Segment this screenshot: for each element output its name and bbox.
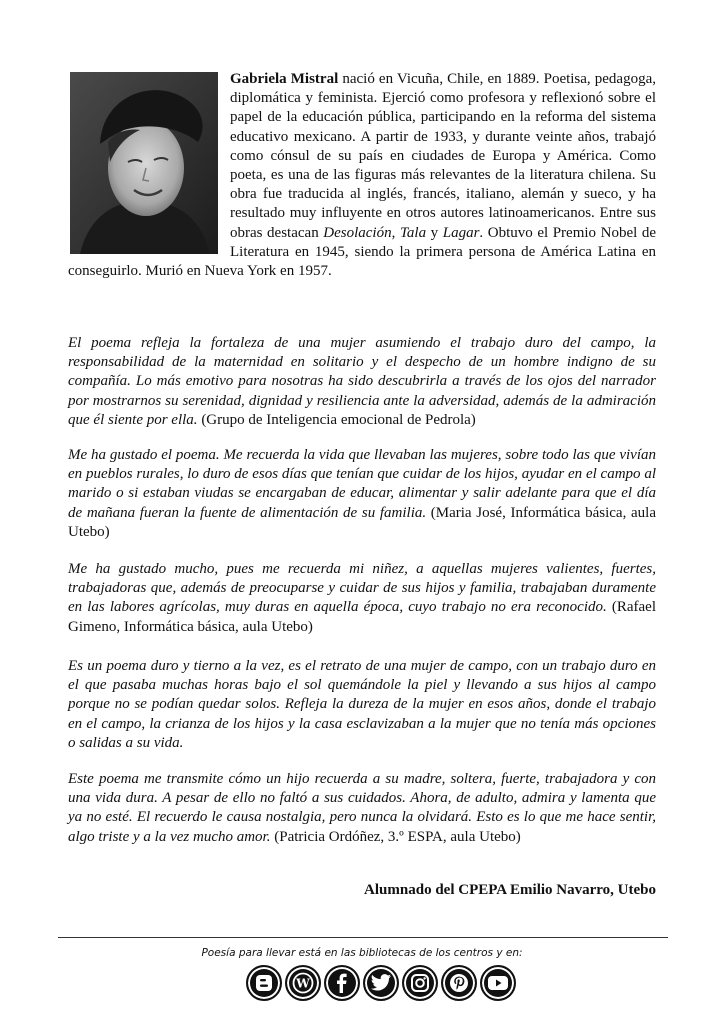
- footer-text: Poesía para llevar está en las bibliotecas de los centros y en:: [201, 947, 523, 959]
- comment-1: [68, 334, 656, 430]
- facebook-icon[interactable]: [324, 965, 360, 1001]
- comment-text: Me ha gustado mucho, pues me recuerda mi niñez, a aquellas mujeres valientes, fuertes, trabajadoras que, además de preocuparse y cuidar de sus hijos y familia, trabajaban duramente en las labores agrícolas, muy duras en aquella época, cuyo trabajo no era reconocido.: [68, 561, 656, 616]
- twitter-icon[interactable]: [363, 965, 399, 1001]
- blogger-icon[interactable]: [246, 965, 282, 1001]
- work-title: Desolación: [323, 224, 392, 241]
- comment-4: [68, 657, 656, 753]
- instagram-icon[interactable]: [402, 965, 438, 1001]
- separator: ,: [391, 224, 400, 241]
- author-name: Gabriela Mistral: [230, 71, 339, 87]
- footer-divider: [58, 937, 668, 938]
- comment-author: (Maria José, Informática básica, aula Utebo): [68, 504, 656, 540]
- comment-text: Es un poema duro y tierno a la vez, es el retrato de una mujer de campo, con un trabajo duro en el que pasaba muchas horas bajo el sol quemándole la piel y llevando a sus hijos al campo porque no se podían quedar solos. Refleja la dureza de la mujer en esos años, donde el trabajo en el campo, la crianza de los hijos y la casa esclavizaban a la mujer que no tenía más opciones o salidas a su vida.: [68, 658, 656, 751]
- wordpress-icon[interactable]: [285, 965, 321, 1001]
- comment-text: Me ha gustado el poema. Me recuerda la vida que llevaban las mujeres, sobre todo las que vivían en pueblos rurales, lo duro de esos días que tenían que cuidar de los hijos, ayudar en el campo al marido o si estaban viudas se encargaban de educar, alimentar y salir adelante para que el día de mañana fueran la fuente de alimentación de su familia.: [68, 447, 656, 521]
- comment-5: [68, 770, 656, 847]
- comment-2: [68, 446, 656, 542]
- comment-author: (Grupo de Inteligencia emocional de Pedrola): [197, 411, 476, 428]
- signature: Alumnado del CPEPA Emilio Navarro, Utebo: [364, 882, 656, 898]
- author-biography: [68, 70, 656, 281]
- separator: y: [426, 224, 443, 241]
- comment-3: [68, 560, 656, 637]
- svg-text:W: W: [296, 976, 310, 991]
- comment-author: (Patricia Ordóñez, 3.º ESPA, aula Utebo): [270, 828, 521, 845]
- comment-text: Este poema me transmite cómo un hijo recuerda a su madre, soltera, fuerte, trabajadora y con una vida dura. A pesar de ello no faltó a sus cuidados. Ahora, de adulto, admira y lamenta que ya no esté. El recuerdo le causa nostalgia, pero nunca la olvidará. Esto es lo que me hace sentir, algo triste y a la vez mucho amor.: [68, 771, 656, 845]
- youtube-icon[interactable]: [480, 965, 516, 1001]
- social-links: [246, 965, 516, 1001]
- comment-text: El poema refleja la fortaleza de una mujer asumiendo el trabajo duro del campo, la responsabilidad de la maternidad en solitario y el despecho de un hombre indigno de su compañía. Lo más emotivo para nosotras ha sido descubrirla a través de los ojos del narrador por mostrarnos su serenidad, dignidad y resiliencia ante la adversidad, además de la admiración que él siente por ella.: [68, 335, 656, 428]
- author-portrait: [70, 72, 218, 254]
- pinterest-icon[interactable]: [441, 965, 477, 1001]
- work-title: Tala: [399, 224, 427, 241]
- work-title: Lagar: [442, 224, 480, 241]
- bio-text: . Obtuvo el Premio Nobel de Literatura en 1945, siendo la primera persona de América Latina en conseguirlo. Murió en Nueva York en 1957.: [68, 224, 657, 280]
- comment-author: (Rafael Gimeno, Informática básica, aula Utebo): [68, 599, 656, 635]
- bio-text: nació en Vicuña, Chile, en 1889. Poetisa, pedagoga, diplomática y feminista. Ejerció como profesora y reflexionó sobre el papel de la educación pública, participando en la reforma del sistema educativo mexicano. A partir de 1933, y durante veinte años, trabajó como cónsul de su país en ciudades de Europa y América. Como poeta, es una de las figuras más relevantes de la literatura chilena. Su obra fue traducida al inglés, francés, italiano, alemán y sueco, y ha resultado muy influyente en otros autores latinoamericanos. Entre sus obras destacan: [230, 71, 656, 241]
